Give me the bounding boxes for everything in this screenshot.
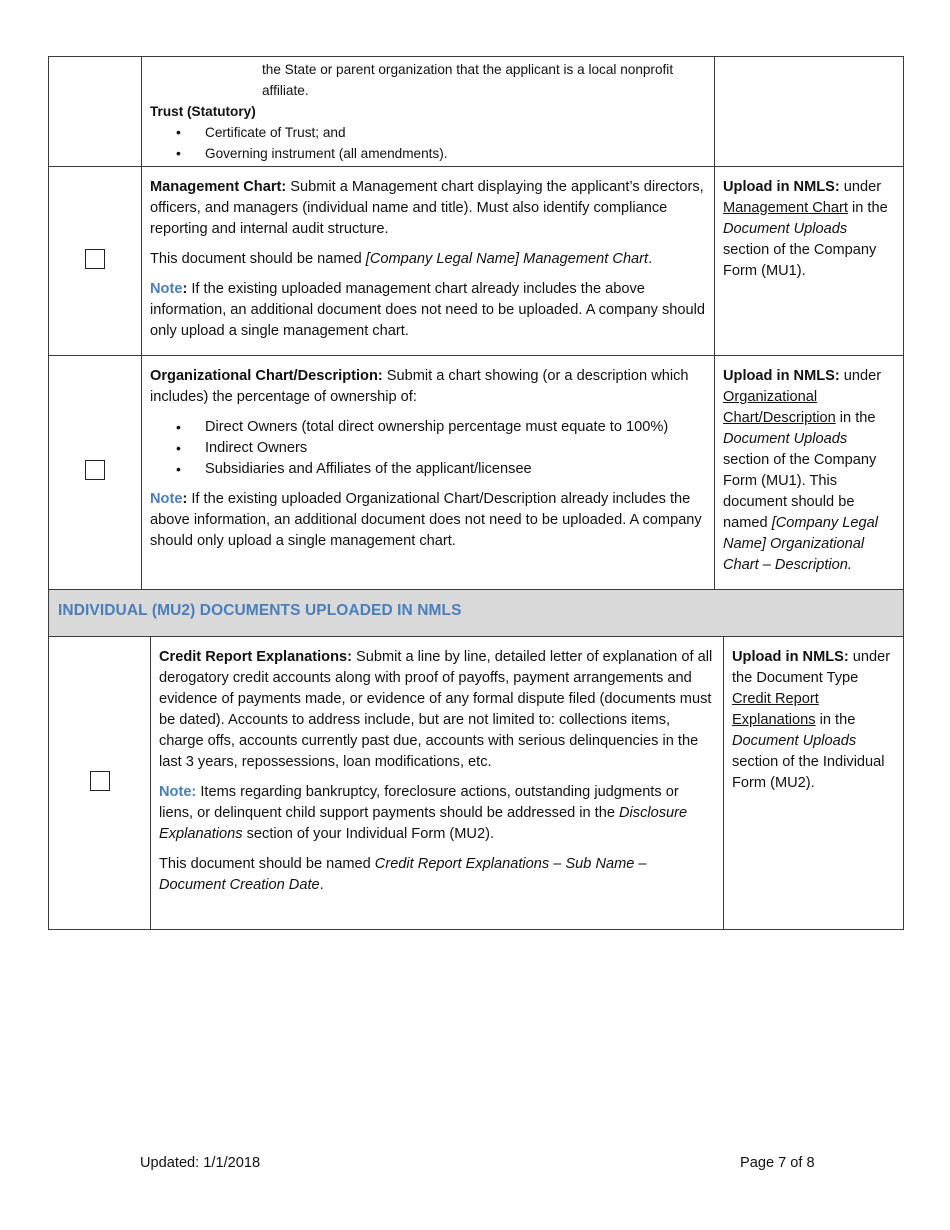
management-chart-naming: This document should be named [Company Legal Name] Management Chart.: [150, 251, 653, 267]
company-documents-table: [48, 56, 904, 637]
section-header-row: [49, 590, 904, 637]
note-label: Note: [150, 281, 183, 297]
management-chart-note: Note: If the existing uploaded management chart already includes the above information, an additional document does not need to be uploaded. A company should only upload a single management chart.: [150, 281, 705, 339]
organizational-chart-upload-link: Organizational Chart/Description: [723, 389, 836, 426]
management-chart-content: [142, 167, 715, 356]
management-chart-title: Management Chart:: [150, 179, 287, 195]
management-chart-upload-link: Management Chart: [723, 200, 848, 216]
list-item: • Certificate of Trust; and: [150, 122, 706, 143]
credit-report-upload-link: Credit Report Explanations: [732, 691, 819, 728]
list-item: • Governing instrument (all amendments).: [150, 143, 706, 164]
credit-report-naming: This document should be named Credit Report Explanations – Sub Name – Document Creation Date.: [159, 856, 647, 893]
organizational-chart-note: Note: If the existing uploaded Organizational Chart/Description already includes the above information, an additional document does not need to be uploaded. A company should only upload a single management chart.: [150, 491, 702, 549]
individual-documents-table: [48, 636, 904, 930]
organizational-chart-checkbox[interactable]: [85, 460, 105, 480]
management-chart-description: Management Chart: Submit a Management chart displaying the applicant’s directors, officers, and managers (individual name and title). Must also identify compliance reporting and internal audit structure.: [150, 179, 704, 237]
credit-report-description: Credit Report Explanations: Submit a line by line, detailed letter of explanation of all derogatory credit accounts along with proof of payoffs, payment arrangements and evidence of payments made, or evidence of any formal dispute filed (documents must be dated). Accounts to address include, but are not limited to: collections items, charge offs, accounts currently past due, accounts with serious delinquencies in the last 3 years, repossessions, loan modifications, etc.: [159, 649, 713, 770]
continuation-line-2: affiliate.: [262, 83, 309, 98]
credit-report-note: Note: Items regarding bankruptcy, foreclosure actions, outstanding judgments or liens, or delinquent child support payments should be addressed in the Disclosure Explanations section of your Individual Form (MU2).: [159, 784, 688, 842]
organizational-chart-row: [49, 356, 904, 590]
list-item: • Direct Owners (total direct ownership percentage must equate to 100%): [150, 417, 706, 438]
checkbox-cell: [49, 637, 151, 930]
management-chart-upload-instructions: Upload in NMLS: under Management Chart in the Document Uploads section of the Company Form (MU1).: [715, 167, 904, 356]
trust-document-list: [150, 122, 706, 164]
credit-report-title: Credit Report Explanations:: [159, 649, 352, 665]
management-chart-row: [49, 167, 904, 356]
list-item: • Indirect Owners: [150, 438, 706, 459]
credit-report-content: [151, 637, 724, 930]
organizational-chart-title: Organizational Chart/Description:: [150, 368, 383, 384]
continuation-content: [142, 57, 715, 167]
checkbox-cell: [49, 356, 142, 590]
list-item: • Subsidiaries and Affiliates of the applicant/licensee: [150, 459, 706, 480]
trust-continuation-row: [49, 57, 904, 167]
section-header: INDIVIDUAL (MU2) DOCUMENTS UPLOADED IN NMLS: [49, 590, 904, 637]
credit-report-upload-instructions: Upload in NMLS: under the Document Type Credit Report Explanations in the Document Uploads section of the Individual Form (MU2).: [724, 637, 904, 930]
empty-upload-cell: [715, 57, 904, 167]
note-label: Note:: [159, 784, 197, 800]
note-label: Note: [150, 491, 183, 507]
credit-report-row: [49, 637, 904, 930]
management-chart-checkbox[interactable]: [85, 249, 105, 269]
checkbox-cell: [49, 167, 142, 356]
organizational-chart-upload-instructions: Upload in NMLS: under Organizational Chart/Description in the Document Uploads section of the Company Form (MU1). This document should be named [Company Legal Name] Organizational Chart – Description.: [715, 356, 904, 590]
trust-heading: Trust (Statutory): [150, 104, 256, 119]
footer-page-number: Page 7 of 8: [740, 1155, 815, 1171]
footer-updated-date: Updated: 1/1/2018: [140, 1155, 261, 1171]
continuation-line-1: the State or parent organization that the applicant is a local nonprofit: [262, 62, 674, 77]
organizational-chart-description: Organizational Chart/Description: Submit a chart showing (or a description which includes) the percentage of ownership of:: [150, 368, 689, 405]
credit-report-checkbox[interactable]: [90, 771, 110, 791]
ownership-list: [150, 417, 706, 480]
empty-checkbox-cell: [49, 57, 142, 167]
organizational-chart-content: [142, 356, 715, 590]
